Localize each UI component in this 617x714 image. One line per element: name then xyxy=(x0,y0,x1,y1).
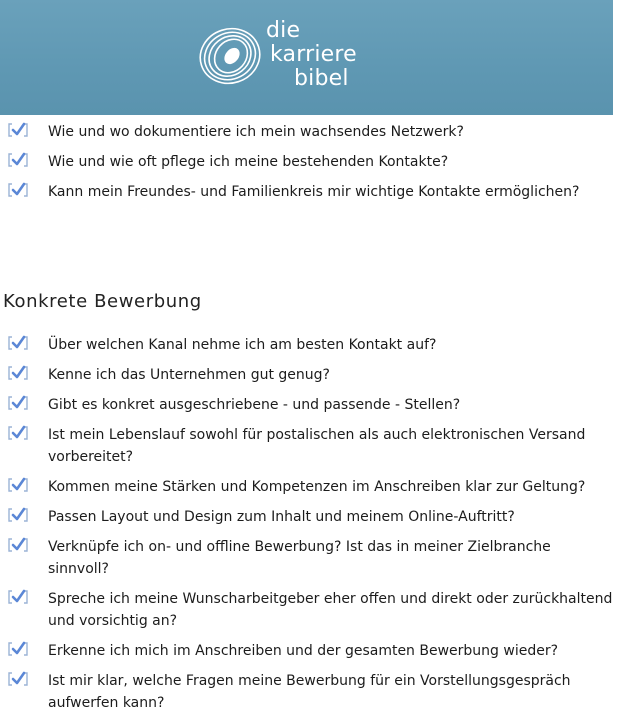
checkbox-checked-icon xyxy=(7,507,29,523)
list-item xyxy=(0,121,613,143)
logo-line-1: die xyxy=(266,18,301,43)
list-item xyxy=(0,476,613,498)
list-item xyxy=(0,506,613,528)
list-item-text: Erkenne ich mich im Anschreiben und der gesamten Bewerbung wieder? xyxy=(48,643,559,659)
list-item-text: Gibt es konkret ausgeschriebene - und passende - Stellen? xyxy=(48,397,461,413)
checkbox-checked-icon xyxy=(7,477,29,493)
checkbox-checked-icon xyxy=(7,335,29,351)
header-banner xyxy=(0,0,613,115)
checkbox-checked-icon xyxy=(7,152,29,168)
list-item xyxy=(0,670,613,714)
list-item-text: Kann mein Freundes- und Familienkreis mir wichtige Kontakte ermöglichen? xyxy=(48,184,580,200)
list-item xyxy=(0,181,613,203)
list-item xyxy=(0,334,613,356)
logo-line-2: karriere xyxy=(270,42,357,67)
list-item-text: Wie und wo dokumentiere ich mein wachsendes Netzwerk? xyxy=(48,124,464,140)
checklist-networking xyxy=(0,121,613,203)
checkbox-checked-icon xyxy=(7,671,29,687)
list-item xyxy=(0,151,613,173)
list-item-text: Kommen meine Stärken und Kompetenzen im Anschreiben klar zur Geltung? xyxy=(48,479,586,495)
list-item xyxy=(0,364,613,386)
checkbox-checked-icon xyxy=(7,589,29,605)
checkbox-checked-icon xyxy=(7,122,29,138)
checkbox-checked-icon xyxy=(7,537,29,553)
checkbox-checked-icon xyxy=(7,182,29,198)
checkbox-checked-icon xyxy=(7,395,29,411)
logo[interactable] xyxy=(196,20,376,100)
checkbox-checked-icon xyxy=(7,425,29,441)
list-item-text: Ist mir klar, welche Fragen meine Bewerbung für ein Vorstellungsgespräch aufwerfen kann? xyxy=(48,673,571,711)
list-item xyxy=(0,424,613,468)
list-item xyxy=(0,394,613,416)
list-item-text: Wie und wie oft pflege ich meine bestehenden Kontakte? xyxy=(48,154,449,170)
list-item xyxy=(0,588,613,632)
list-item-text: Spreche ich meine Wunscharbeitgeber eher offen und direkt oder zurückhaltend und vorsichtig an? xyxy=(48,591,613,629)
list-item-text: Ist mein Lebenslauf sowohl für postalischen als auch elektronischen Versand vorbereitet? xyxy=(48,427,586,465)
list-item-text: Über welchen Kanal nehme ich am besten Kontakt auf? xyxy=(48,337,437,353)
list-item xyxy=(0,640,613,662)
list-item-text: Kenne ich das Unternehmen gut genug? xyxy=(48,367,330,383)
logo-swirl-icon xyxy=(196,22,264,90)
checkbox-checked-icon xyxy=(7,641,29,657)
checklist-application xyxy=(0,334,613,714)
section-heading: Konkrete Bewerbung xyxy=(3,290,202,312)
list-item-text: Verknüpfe ich on- und offline Bewerbung? Ist das in meiner Zielbranche sinnvoll? xyxy=(48,539,551,577)
checkbox-checked-icon xyxy=(7,365,29,381)
logo-wordmark xyxy=(266,20,357,92)
list-item-text: Passen Layout und Design zum Inhalt und meinem Online-Auftritt? xyxy=(48,509,515,525)
logo-line-3: bibel xyxy=(294,66,349,91)
list-item xyxy=(0,536,613,580)
